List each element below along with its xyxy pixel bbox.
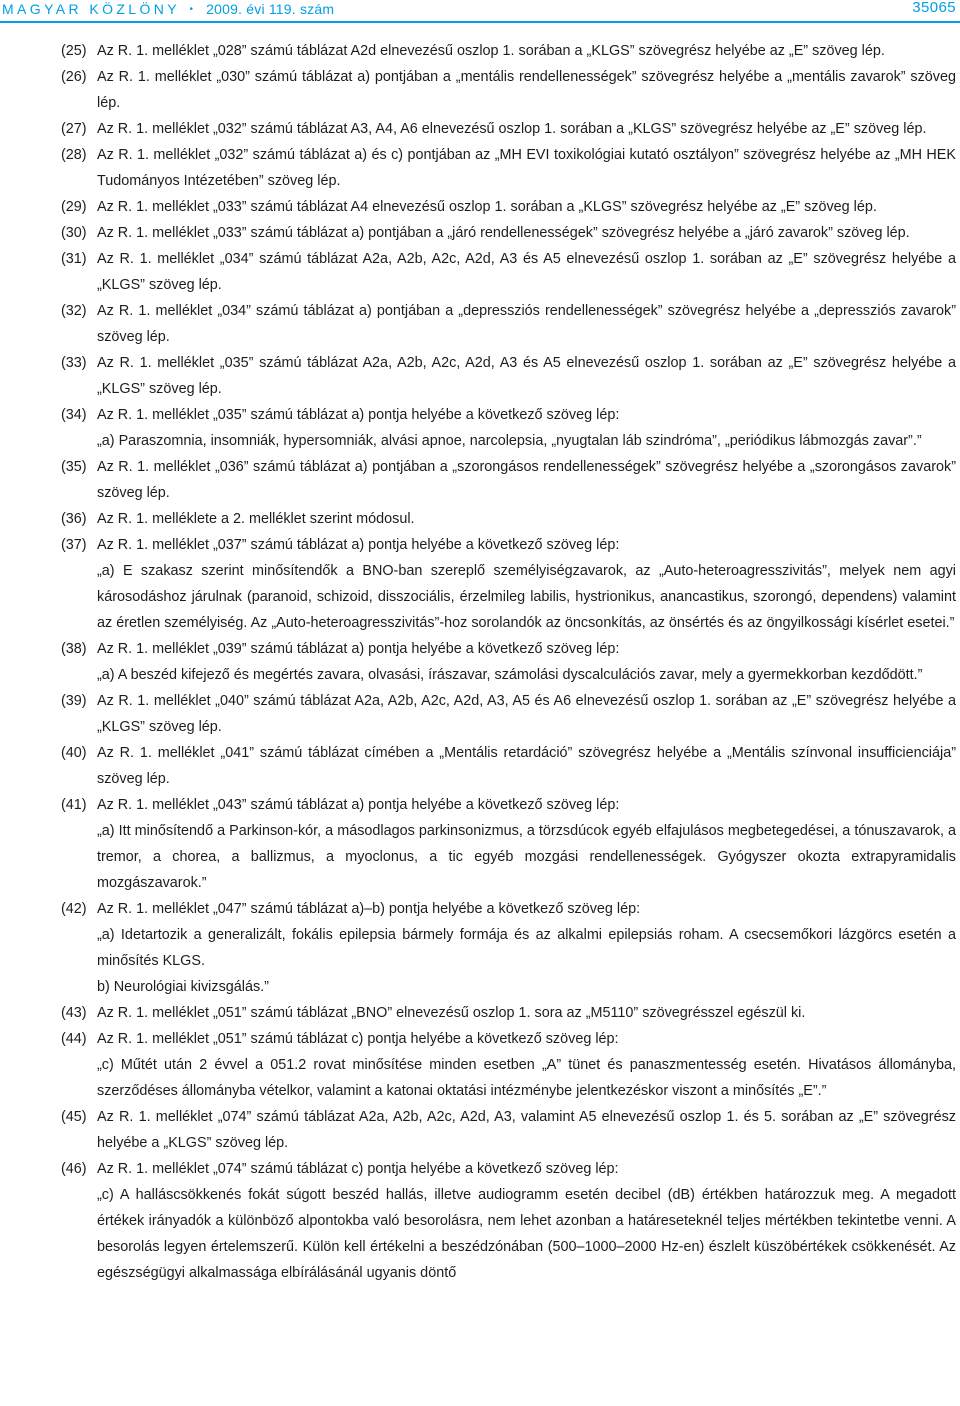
amendment-item: [0, 896, 960, 1000]
item-number: (27): [61, 121, 87, 137]
item-number: (42): [61, 901, 87, 917]
item-number: (29): [61, 199, 87, 215]
amendment-item: [0, 740, 960, 792]
quoted-text: b) Neurológiai kivizsgálás.”: [97, 979, 269, 995]
item-number: (34): [61, 407, 87, 423]
amendment-item: [0, 1156, 960, 1286]
amendment-item: [0, 1104, 960, 1156]
quoted-text: „a) Paraszomnia, insomniák, hypersomniák, alvási apnoe, narcolepsia, „nyugtalan láb szindróma”, „periódikus lábmozgás zavar”.”: [97, 433, 922, 449]
item-text: Az R. 1. melléklet „034” számú táblázat A2a, A2b, A2c, A2d, A3 és A5 elnevezésű oszlop 1. sorában az „E” szövegrész helyébe a „KLGS” szöveg lép.: [97, 251, 956, 293]
amendment-item: [0, 506, 960, 532]
amendment-item: [0, 64, 960, 116]
item-number: (25): [61, 43, 87, 59]
document-body: [0, 38, 960, 1286]
item-text: Az R. 1. melléklet „074” számú táblázat A2a, A2b, A2c, A2d, A3, valamint A5 elnevezésű oszlop 1. és 5. sorában az „E” szövegrész helyébe a „KLGS” szöveg lép.: [97, 1109, 956, 1151]
item-text: Az R. 1. melléklet „035” számú táblázat A2a, A2b, A2c, A2d, A3 és A5 elnevezésű oszlop 1. sorában az „E” szövegrész helyébe a „KLGS” szöveg lép.: [97, 355, 956, 397]
amendment-item: [0, 688, 960, 740]
header-bullet: •: [189, 4, 195, 15]
running-head: [2, 2, 334, 19]
item-text: Az R. 1. melléklet „039” számú táblázat a) pontja helyébe a következő szöveg lép:: [97, 641, 620, 657]
item-number: (46): [61, 1161, 87, 1177]
amendment-item: [0, 1026, 960, 1104]
amendment-item: [0, 636, 960, 688]
quoted-text: „c) Műtét után 2 évvel a 051.2 rovat minősítése minden esetben „A” tünet és panaszmentesség esetén. Hivatásos állományba, szerződéses állományba vételkor, valamint a katonai oktatási intézménybe jelentkezéskor viszont a minősítés „E”.”: [97, 1057, 956, 1099]
item-number: (35): [61, 459, 87, 475]
amendment-item: [0, 220, 960, 246]
item-number: (43): [61, 1005, 87, 1021]
item-number: (44): [61, 1031, 87, 1047]
page-header: [0, 0, 960, 24]
item-number: (26): [61, 69, 87, 85]
item-text: Az R. 1. melléklet „037” számú táblázat a) pontja helyébe a következő szöveg lép:: [97, 537, 620, 553]
quoted-text: „a) Itt minősítendő a Parkinson-kór, a másodlagos parkinsonizmus, a törzsdúcok egyéb elfajulásos megbetegedései, a tónuszavarok, a tremor, a chorea, a ballizmus, a myoclonus, a tic egyéb mozgási rendellenességek. Gyógyszer okozta extrapyramidalis mozgászavarok.”: [97, 823, 956, 891]
item-text: Az R. 1. melléklet „043” számú táblázat a) pontja helyébe a következő szöveg lép:: [97, 797, 620, 813]
item-text: Az R. 1. melléklet „051” számú táblázat c) pontja helyébe a következő szöveg lép:: [97, 1031, 619, 1047]
item-number: (39): [61, 693, 87, 709]
item-text: Az R. 1. melléklet „032” számú táblázat A3, A4, A6 elnevezésű oszlop 1. sorában a „KLGS” szövegrész helyébe az „E” szöveg lép.: [97, 121, 927, 137]
item-text: Az R. 1. melléklete a 2. melléklet szerint módosul.: [97, 511, 415, 527]
page-number: 35065: [912, 0, 956, 16]
amendment-item: [0, 792, 960, 896]
item-text: Az R. 1. melléklet „047” számú táblázat a)–b) pontja helyébe a következő szöveg lép:: [97, 901, 641, 917]
item-text: Az R. 1. melléklet „032” számú táblázat a) és c) pontjában az „MH EVI toxikológiai kutató osztályon” szövegrész helyébe az „MH HEK Tudományos Intézetében” szöveg lép.: [97, 147, 956, 189]
amendment-item: [0, 116, 960, 142]
item-number: (40): [61, 745, 87, 761]
amendment-item: [0, 1000, 960, 1026]
item-number: (33): [61, 355, 87, 371]
issue-info: 2009. évi 119. szám: [206, 1, 335, 17]
item-number: (30): [61, 225, 87, 241]
item-number: (36): [61, 511, 87, 527]
item-text: Az R. 1. melléklet „041” számú táblázat címében a „Mentális retardáció” szövegrész helyébe a „Mentális színvonal insufficienciája” szöveg lép.: [97, 745, 956, 787]
amendment-item: [0, 402, 960, 454]
quoted-text: „a) A beszéd kifejező és megértés zavara, olvasási, írászavar, számolási dyscalculációs zavar, mely a gyermekkorban kezdődött.”: [97, 667, 923, 683]
amendment-item: [0, 142, 960, 194]
item-number: (32): [61, 303, 87, 319]
amendment-item: [0, 246, 960, 298]
item-number: (38): [61, 641, 87, 657]
item-text: Az R. 1. melléklet „034” számú táblázat a) pontjában a „depressziós rendellenességek” szövegrész helyébe a „depressziós zavarok” szöveg lép.: [97, 303, 956, 345]
quoted-text: „c) A halláscsökkenés fokát súgott beszéd hallás, illetve audiogramm esetén decibel (dB) értékben határozzuk meg. A megadott értékek irányadók a különböző alpontokba való besorolásra, nem lehet azonban a határeseteknél teljes mértékben tekintetbe venni. A besorolás legyen értelemszerű. Külön kell értékelni a beszédzónában (500–1000–2000 Hz-en) észlelt küszöbértékek csökkenését. Az egészségügyi alkalmassága elbírálásánál ugyanis döntő: [97, 1187, 956, 1281]
amendment-item: [0, 298, 960, 350]
item-text: Az R. 1. melléklet „028” számú táblázat A2d elnevezésű oszlop 1. sorában a „KLGS” szövegrész helyébe az „E” szöveg lép.: [97, 43, 885, 59]
amendment-item: [0, 454, 960, 506]
amendment-item: [0, 350, 960, 402]
header-rule: [0, 21, 960, 23]
item-number: (31): [61, 251, 87, 267]
item-text: Az R. 1. melléklet „051” számú táblázat „BNO” elnevezésű oszlop 1. sora az „M5110” szövegrésszel egészül ki.: [97, 1005, 806, 1021]
quoted-text: „a) E szakasz szerint minősítendők a BNO-ban szereplő személyiségzavarok, az „Auto-heteroagresszivitás”, melyek nem agyi károsodáshoz járulnak (paranoid, schizoid, disszociális, érzelmileg labilis, hystrionikus, anancastikus, szorongó, dependens) valamint az éretlen személyiség. Az „Auto-heteroagresszivitás”-hoz sorolandók az öncsonkítás, az önsértés és az öngyilkossági kísérlet esetei.”: [97, 563, 956, 631]
quoted-text: „a) Idetartozik a generalizált, fokális epilepsia bármely formája és az alkalmi epilepsiás roham. A csecsemőkori lázgörcs esetén a minősítés KLGS.: [97, 927, 956, 969]
journal-title: MAGYAR KÖZLÖNY: [2, 1, 181, 17]
item-text: Az R. 1. melléklet „036” számú táblázat a) pontjában a „szorongásos rendellenességek” szövegrész helyébe a „szorongásos zavarok” szöveg lép.: [97, 459, 956, 501]
item-number: (41): [61, 797, 87, 813]
amendment-item: [0, 38, 960, 64]
item-text: Az R. 1. melléklet „033” számú táblázat a) pontjában a „járó rendellenességek” szövegrész helyébe a „járó zavarok” szöveg lép.: [97, 225, 910, 241]
item-text: Az R. 1. melléklet „074” számú táblázat c) pontja helyébe a következő szöveg lép:: [97, 1161, 619, 1177]
item-number: (45): [61, 1109, 87, 1125]
item-number: (37): [61, 537, 87, 553]
item-number: (28): [61, 147, 87, 163]
item-text: Az R. 1. melléklet „033” számú táblázat A4 elnevezésű oszlop 1. sorában a „KLGS” szövegrész helyébe az „E” szöveg lép.: [97, 199, 877, 215]
amendment-item: [0, 532, 960, 636]
amendment-item: [0, 194, 960, 220]
item-text: Az R. 1. melléklet „030” számú táblázat a) pontjában a „mentális rendellenességek” szövegrész helyébe a „mentális zavarok” szöveg lép.: [97, 69, 956, 111]
item-text: Az R. 1. melléklet „040” számú táblázat A2a, A2b, A2c, A2d, A3, A5 és A6 elnevezésű oszlop 1. sorában az „E” szövegrész helyébe a „KLGS” szöveg lép.: [97, 693, 956, 735]
item-text: Az R. 1. melléklet „035” számú táblázat a) pontja helyébe a következő szöveg lép:: [97, 407, 620, 423]
